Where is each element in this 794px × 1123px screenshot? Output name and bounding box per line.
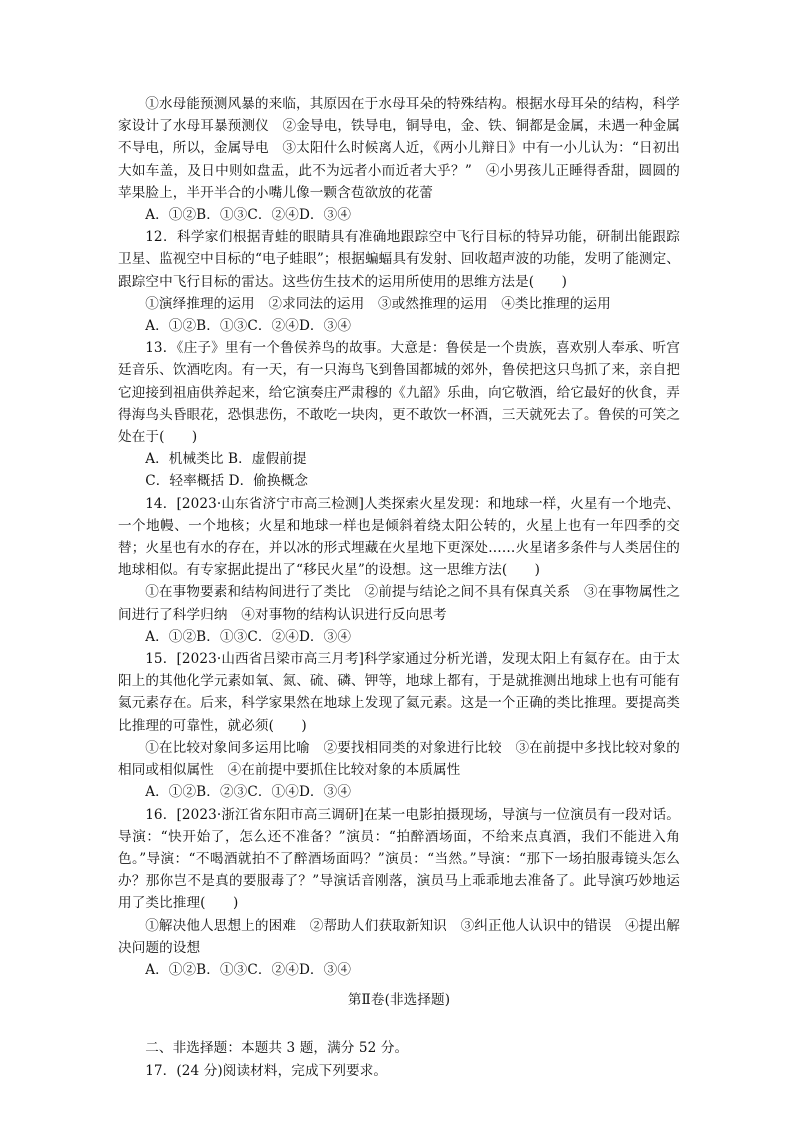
question-13-options-ab: A．机械类比 B．虚假前提 (145, 451, 307, 468)
question-15-text: 15．[2023·山西省吕梁市高三月考]科学家通过分析光谱，发现太阳上有氦存在。由于太阳上的其他化学元素如氧、氮、硫、磷、钾等，地球上都有，于是就推测出地球上也有可能有氦元素存在。后来，科学家果然在地球上发现了氦元素。这是一个正确的类比推理。要提高类比推理的可靠性，就必须( ) (118, 651, 680, 734)
question-12-text: 12．科学家们根据青蛙的眼睛具有准确地跟踪空中飞行目标的特异功能，研制出能跟踪卫星、监视空中目标的“电子蛙眼”；根据蝙蝠具有发射、回收超声波的功能，发明了能测定、跟踪空中飞行目标的雷达。这些仿生技术的运用所使用的思维方法是( ) (118, 229, 680, 290)
part-2-heading: 二、非选择题：本题共 3 题，满分 52 分。 (145, 1040, 409, 1057)
question-16-text: 16．[2023·浙江省东阳市高三调研]在某一电影拍摄现场，导演与一位演员有一段对话。导演：“快开始了，怎么还不准备？”演员：“拍醉酒场面，不给来点真酒，我们不能进入角色。”导演：“不喝酒就拍不了醉酒场面吗？”演员：“当然。”导演：“那下一场拍服毒镜头怎么办？那你岂不是真的要服毒了？”导演话音刚落，演员马上乖乖地去准备了。此导演巧妙地运用了类比推理( ) (118, 806, 680, 912)
question-11-text: ①水母能预测风暴的来临，其原因在于水母耳朵的特殊结构。根据水母耳朵的结构，科学家设计了水母耳暴预测仪 ②金导电，铁导电，铜导电，金、铁、铜都是金属，未遇一种金属不导电，所以，金属导电 ③太阳什么时候离人近，《两小儿辩日》中有一小儿认为：“日初出大如车盖，及日中则如盘盂，此不为远者小而近者大乎？” ④小男孩儿正睡得香甜，圆圆的苹果脸上，半开半合的小嘴儿像一颗含苞欲放的花蕾 (118, 96, 680, 201)
question-11-options: A．①②B．①③C．②④D．③④ (145, 207, 352, 224)
question-14-items: ①在事物要素和结构间进行了类比 ②前提与结论之间不具有保真关系 ③在事物属性之间进行了科学归纳 ④对事物的结构认识进行反向思考 (118, 584, 680, 623)
question-16-options: A．①②B．①③C．②④D．③④ (145, 961, 352, 978)
question-12-items: ①演绎推理的运用 ②求同法的运用 ③或然推理的运用 ④类比推理的运用 (145, 295, 611, 312)
question-15-items: ①在比较对象间多运用比喻 ②要找相同类的对象进行比较 ③在前提中多找比较对象的相同或相似属性 ④在前提中要抓住比较对象的本质属性 (118, 739, 680, 779)
question-17-text: 17．(24 分)阅读材料，完成下列要求。 (145, 1062, 388, 1079)
question-16-items: ①解决他人思想上的困难 ②帮助人们获取新知识 ③纠正他人认识中的错误 ④提出解决问题的设想 (118, 917, 680, 956)
section-title: 第Ⅱ卷(非选择题) (347, 992, 451, 1009)
question-13-text: 13．《庄子》里有一个鲁侯养鸟的故事。大意是：鲁侯是一个贵族，喜欢别人奉承、听宫廷音乐、饮酒吃肉。有一天，有一只海鸟飞到鲁国都城的郊外，鲁侯把这只鸟抓了来，亲自把它迎接到祖庙供养起来，给它演奏庄严肃穆的《九韶》乐曲，向它敬酒，给它最好的伙食，弄得海鸟头昏眼花，恐惧悲伤，不敢吃一块肉，更不敢饮一杯酒，三天就死去了。鲁侯的可笑之处在于( ) (118, 340, 680, 446)
question-13-options-cd: C．轻率概括 D．偷换概念 (145, 473, 309, 490)
question-12-options: A．①②B．①③C．②④D．③④ (145, 318, 352, 335)
exam-page (118, 93, 680, 1082)
question-14-text: 14．[2023·山东省济宁市高三检测]人类探索火星发现：和地球一样，火星有一个地壳、一个地幔、一个地核；火星和地球一样也是倾斜着绕太阳公转的，火星上也有一年四季的交替；火星也有水的存在，并以冰的形式埋藏在火星地下更深处……火星诸多条件与人类居住的地球相似。有专家据此提出了“移民火星”的设想。这一思维方法( ) (118, 495, 680, 579)
question-14-options: A．①②B．①③C．②④D．③④ (145, 628, 352, 645)
question-15-options: A．①②B．②③C．①④D．③④ (145, 784, 352, 801)
